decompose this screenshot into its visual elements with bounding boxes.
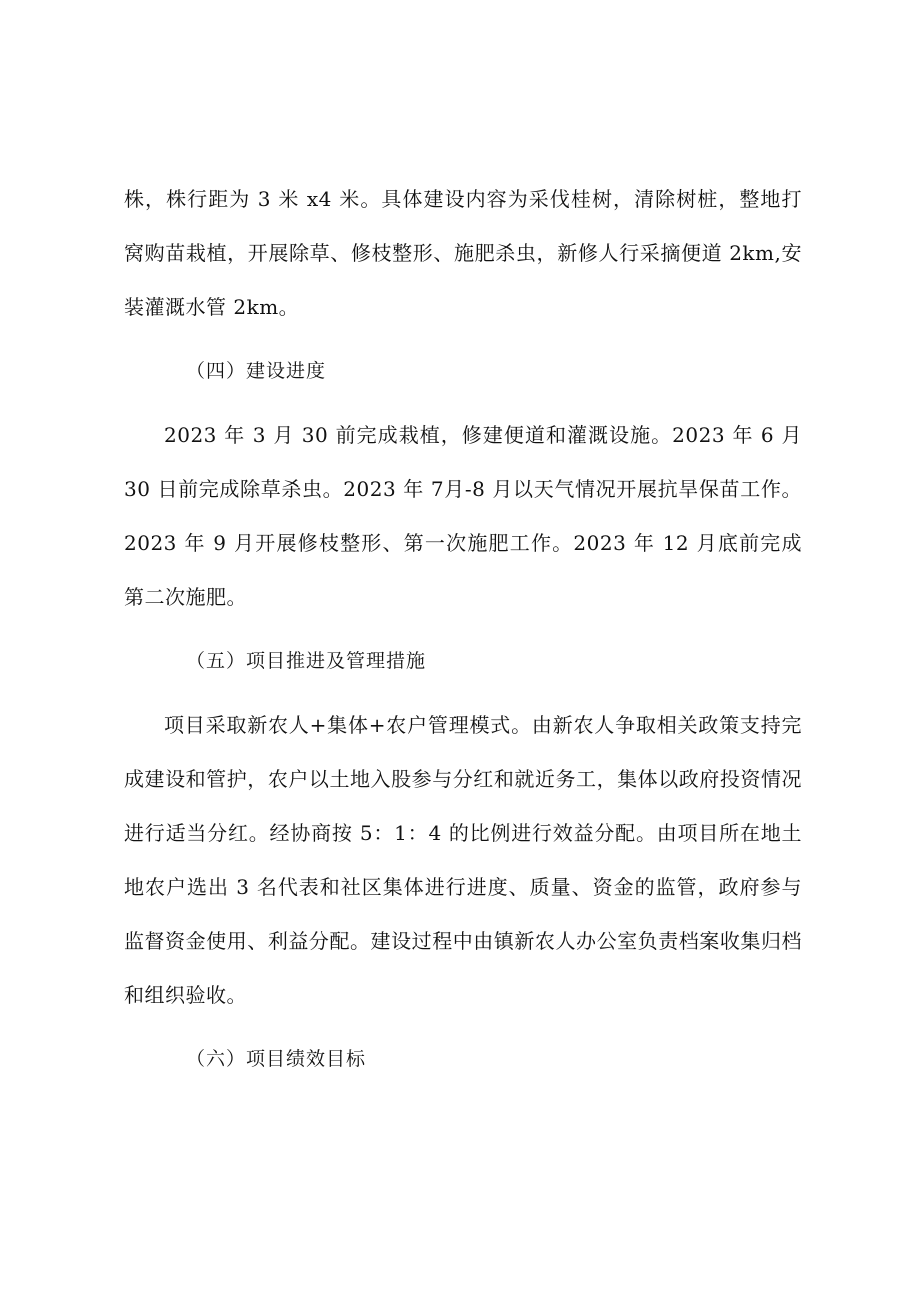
paragraph-construction-content: 株，株行距为 3 米 x4 米。具体建设内容为采伐桂树，清除树桩，整地打窝购苗栽植，开展除草、修枝整形、施肥杀虫，新修人行采摘便道 2km,安装灌溉水管 2km。: [124, 187, 802, 319]
section-heading-performance: （六）项目绩效目标: [186, 1048, 367, 1070]
section-heading-management: （五）项目推进及管理措施: [186, 650, 427, 672]
document-body: [124, 172, 802, 1096]
paragraph-management-measures: 项目采取新农人+集体+农户管理模式。由新农人争取相关政策支持完成建设和管护，农户以土地入股参与分红和就近务工，集体以政府投资情况进行适当分红。经协商按 5：1：4 的比例进行效益分配。由项目所在地土地农户选出 3 名代表和社区集体进行进度、质量、资金的监管，政府参与监督资金使用、利益分配。建设过程中由镇新农人办公室负责档案收集归档和组织验收。: [124, 713, 802, 1007]
section-heading-progress: （四）建设进度: [186, 360, 327, 382]
paragraph-construction-progress: 2023 年 3 月 30 前完成栽植，修建便道和灌溉设施。2023 年 6 月 30 日前完成除草杀虫。2023 年 7月-8 月以天气情况开展抗旱保苗工作。2023 年 9 月开展修枝整形、第一次施肥工作。2023 年 12 月底前完成第二次施肥。: [124, 423, 802, 609]
